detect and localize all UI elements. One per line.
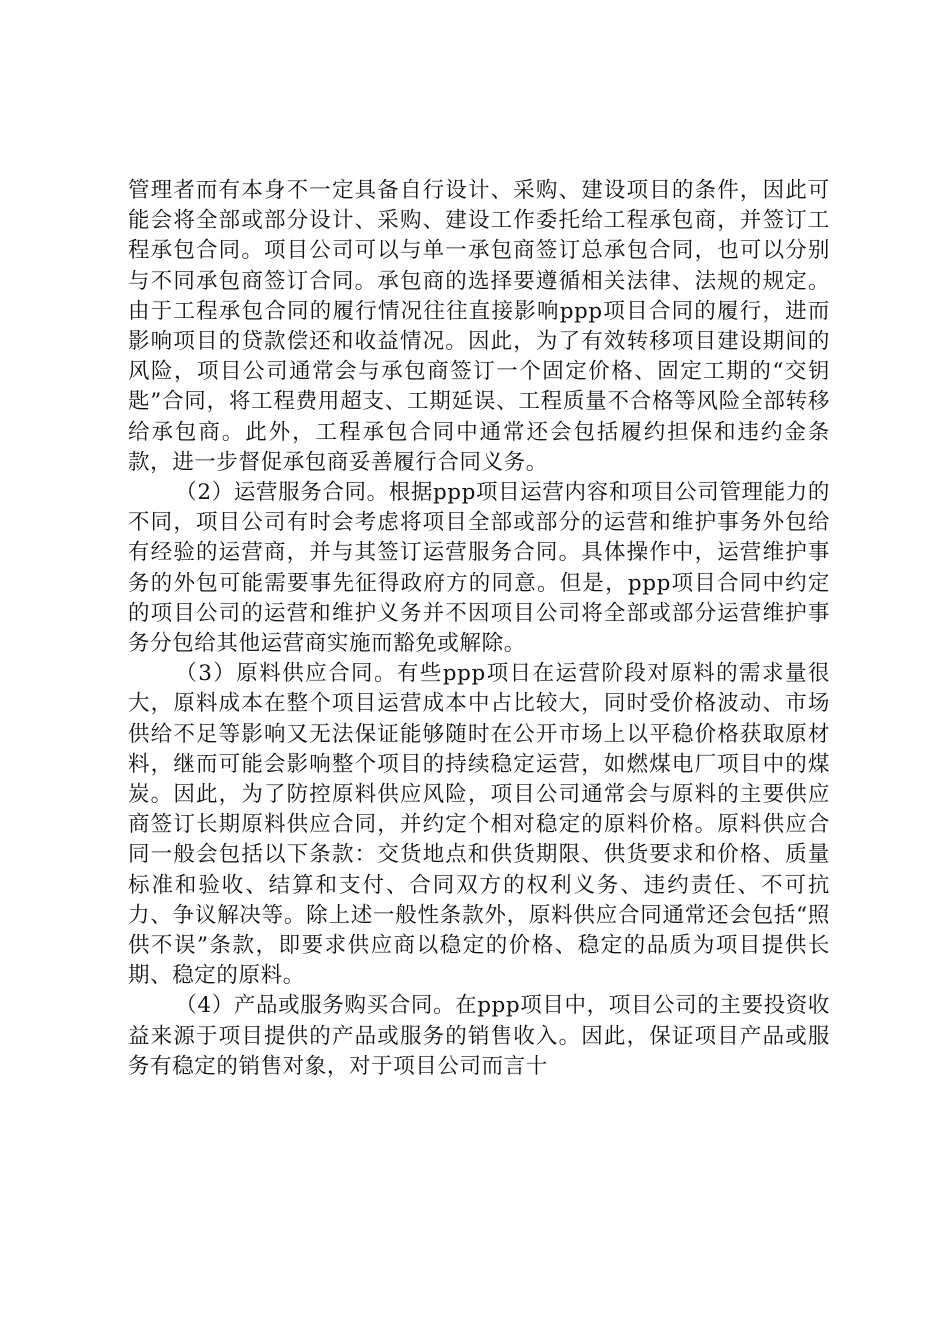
paragraph-continuation: 管理者而有本身不一定具备自行设计、采购、建设项目的条件，因此可能会将全部或部分设计、采购、建设工作委托给工程承包商，并签订工程承包合同。项目公司可以与单一承包商签订总承包合同，也可以分别与不同承包商签订合同。承包商的选择要遵循相关法律、法规的规定。由于工程承包合同的履行情况往往直接影响ppp项目合同的履行，进而影响项目的贷款偿还和收益情况。因此，为了有效转移项目建设期间的风险，项目公司通常会与承包商签订一个固定价格、固定工期的“交钥匙”合同，将工程费用超支、工期延误、工程质量不合格等风险全部转移给承包商。此外，工程承包合同中通常还会包括履约担保和违约金条款，进一步督促承包商妥善履行合同义务。 [128, 178, 830, 475]
paragraph-product-service-purchase-contract: （4）产品或服务购买合同。在ppp项目中，项目公司的主要投资收益来源于项目提供的产品或服务的销售收入。因此，保证项目产品或服务有稳定的销售对象，对于项目公司而言十 [128, 993, 830, 1079]
paragraph-operation-service-contract: （2）运营服务合同。根据ppp项目运营内容和项目公司管理能力的不同，项目公司有时会考虑将项目全部或部分的运营和维护事务外包给有经验的运营商，并与其签订运营服务合同。具体操作中，运营维护事务的外包可能需要事先征得政府方的同意。但是，ppp项目合同中约定的项目公司的运营和维护义务并不因项目公司将全部或部分运营维护事务分包给其他运营商实施而豁免或解除。 [128, 480, 830, 657]
paragraph-raw-material-supply-contract: （3）原料供应合同。有些ppp项日在运营阶段对原料的需求量很大，原料成本在整个项目运营成本中占比较大，同时受价格波动、市场供给不足等影响又无法保证能够随时在公开市场上以平稳价格获取原材料，继而可能会影响整个项目的持续稳定运营，如燃煤电厂项目中的煤炭。因此，为了防控原料供应风险，项目公司通常会与原料的主要供应商签订长期原料供应合同，并约定个相对稳定的原料价格。原料供应合同一般会包括以下条款：交货地点和供货期限、供货要求和价格、质量标准和验收、结算和支付、合同双方的权利义务、违约责任、不可抗力、争议解决等。除上述一般性条款外，原料供应合同通常还会包括“照供不误”条款，即要求供应商以稳定的价格、稳定的品质为项目提供长期、稳定的原料。 [128, 661, 830, 989]
document-body [128, 176, 830, 1082]
